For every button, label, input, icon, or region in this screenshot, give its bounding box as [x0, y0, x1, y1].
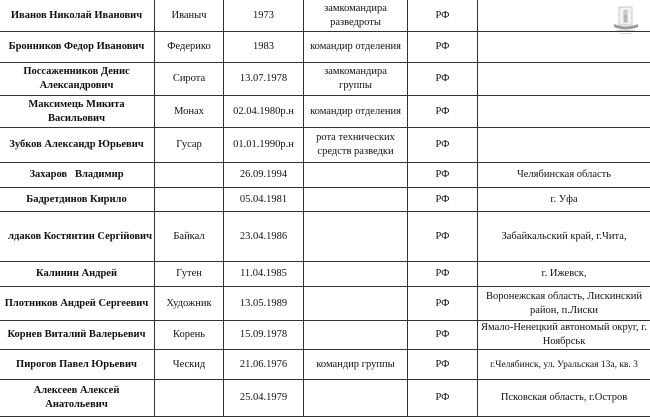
location-cell: Забайкальский край, г.Чита, [478, 212, 650, 262]
country-cell: РФ [408, 321, 478, 350]
callsign-cell: Байкал [155, 212, 224, 262]
callsign-cell: Сирота [155, 63, 224, 96]
location-cell [478, 128, 650, 163]
country-cell: РФ [408, 96, 478, 128]
dob-cell: 11.04.1985 [224, 262, 304, 287]
name-cell: Плотников Андрей Сергеевич [0, 287, 155, 321]
table-row [0, 321, 650, 350]
location-cell: Воронежская область, Лискинский район, п.Лиски [478, 287, 650, 321]
role-cell [304, 163, 408, 188]
name-cell: Пирогов Павел Юрьевич [0, 350, 155, 380]
name-cell: лдаков Костянтин Сергійович [0, 212, 155, 262]
table-row [0, 350, 650, 380]
dob-cell: 26.09.1994 [224, 163, 304, 188]
callsign-cell: Художник [155, 287, 224, 321]
location-cell: Ямало-Ненецкий автономый округ, г. Ноябрськ [478, 321, 650, 350]
name-cell: Поссаженников Денис Александрович [0, 63, 155, 96]
role-cell: командир отделения [304, 96, 408, 128]
callsign-cell [155, 163, 224, 188]
country-cell: РФ [408, 350, 478, 380]
name-cell: Максимець Микита Васильович [0, 96, 155, 128]
dob-cell: 13.07.1978 [224, 63, 304, 96]
name-cell: Захаров Владимир [0, 163, 155, 188]
dob-cell: 1983 [224, 32, 304, 63]
callsign-cell: Иваныч [155, 0, 224, 32]
callsign-cell: Гутен [155, 262, 224, 287]
location-cell: г. Ижевск, [478, 262, 650, 287]
location-cell [478, 32, 650, 63]
location-cell: г.Челябинск, ул. Уральская 13а, кв. 3 [478, 350, 650, 380]
table-row [0, 287, 650, 321]
role-cell [304, 188, 408, 212]
name-cell: Бадретдинов Кирило [0, 188, 155, 212]
callsign-cell: Гусар [155, 128, 224, 163]
role-cell: рота технических средств разведки [304, 128, 408, 163]
callsign-cell [155, 380, 224, 417]
dob-cell: 1973 [224, 0, 304, 32]
callsign-cell: Ческид [155, 350, 224, 380]
name-cell: Алексеев Алексей Анатольевич [0, 380, 155, 417]
name-cell: Иванов Николай Иванович [0, 0, 155, 32]
dob-cell: 25.04.1979 [224, 380, 304, 417]
country-cell: РФ [408, 128, 478, 163]
dob-cell: 21.06.1976 [224, 350, 304, 380]
table-row [0, 188, 650, 212]
country-cell: РФ [408, 212, 478, 262]
dob-cell: 02.04.1980р.н [224, 96, 304, 128]
table-row [0, 128, 650, 163]
dob-cell: 23.04.1986 [224, 212, 304, 262]
role-cell: командир группы [304, 350, 408, 380]
country-cell: РФ [408, 32, 478, 63]
role-cell: замкомандира группы [304, 63, 408, 96]
country-cell: РФ [408, 188, 478, 212]
location-cell: г. Уфа [478, 188, 650, 212]
country-cell: РФ [408, 380, 478, 417]
name-cell: Калинин Андрей [0, 262, 155, 287]
role-cell [304, 212, 408, 262]
name-cell: Зубков Александр Юрьевич [0, 128, 155, 163]
callsign-cell: Монах [155, 96, 224, 128]
callsign-cell: Федерико [155, 32, 224, 63]
role-cell [304, 321, 408, 350]
table-row [0, 262, 650, 287]
role-cell: замкомандира разведроты [304, 0, 408, 32]
location-cell: Челябинская область [478, 163, 650, 188]
country-cell: РФ [408, 63, 478, 96]
dob-cell: 01.01.1990р.н [224, 128, 304, 163]
role-cell [304, 287, 408, 321]
callsign-cell: Корень [155, 321, 224, 350]
dob-cell: 13.05.1989 [224, 287, 304, 321]
table-row [0, 0, 650, 32]
country-cell: РФ [408, 163, 478, 188]
country-cell: РФ [408, 0, 478, 32]
role-cell [304, 380, 408, 417]
role-cell [304, 262, 408, 287]
table-row [0, 380, 650, 417]
country-cell: РФ [408, 287, 478, 321]
dob-cell: 15.09.1978 [224, 321, 304, 350]
location-cell: Псковская область, г.Остров [478, 380, 650, 417]
location-cell [478, 63, 650, 96]
role-cell: командир отделения [304, 32, 408, 63]
name-cell: Корнев Виталий Валерьевич [0, 321, 155, 350]
emblem-logo-icon [610, 6, 642, 36]
table-row [0, 163, 650, 188]
table-row [0, 212, 650, 262]
table-row [0, 63, 650, 96]
table-row [0, 32, 650, 63]
location-cell [478, 96, 650, 128]
dob-cell: 05.04.1981 [224, 188, 304, 212]
table-row [0, 96, 650, 128]
callsign-cell [155, 188, 224, 212]
country-cell: РФ [408, 262, 478, 287]
name-cell: Бронников Федор Иванович [0, 32, 155, 63]
